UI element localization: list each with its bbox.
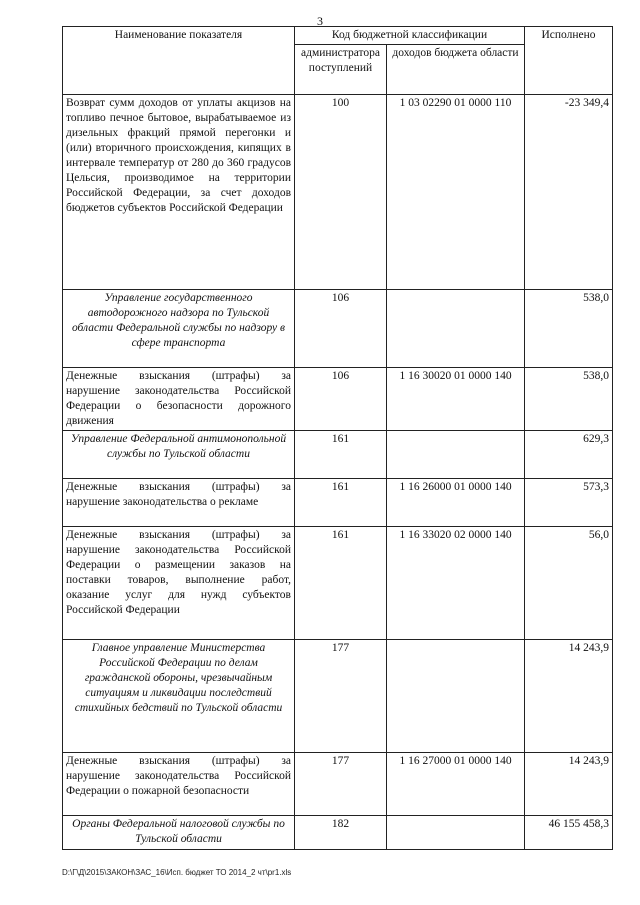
row-name: Денежные взыскания (штрафы) за нарушение законодательства о рекламе bbox=[63, 479, 295, 527]
row-amount: 46 155 458,3 bbox=[525, 816, 613, 850]
row-admin: 100 bbox=[295, 95, 387, 290]
table-row bbox=[63, 290, 613, 368]
header-code-group: Код бюджетной классификации bbox=[295, 27, 525, 45]
row-code bbox=[387, 290, 525, 368]
row-code bbox=[387, 640, 525, 753]
header-admin: администратора поступлений bbox=[295, 45, 387, 95]
budget-table bbox=[62, 26, 613, 850]
row-amount: 538,0 bbox=[525, 368, 613, 431]
row-amount: 56,0 bbox=[525, 527, 613, 640]
header-name: Наименование показателя bbox=[63, 27, 295, 95]
row-code: 1 03 02290 01 0000 110 bbox=[387, 95, 525, 290]
row-admin: 161 bbox=[295, 431, 387, 479]
table-row bbox=[63, 753, 613, 816]
row-code: 1 16 33020 02 0000 140 bbox=[387, 527, 525, 640]
row-code bbox=[387, 431, 525, 479]
row-amount: 629,3 bbox=[525, 431, 613, 479]
row-code: 1 16 26000 01 0000 140 bbox=[387, 479, 525, 527]
header-revenue: доходов бюджета области bbox=[387, 45, 525, 95]
row-amount: -23 349,4 bbox=[525, 95, 613, 290]
page-number: 3 bbox=[317, 14, 323, 28]
row-amount: 14 243,9 bbox=[525, 753, 613, 816]
row-admin: 161 bbox=[295, 479, 387, 527]
row-name: Возврат сумм доходов от уплаты акцизов на топливо печное бытовое, вырабатываемое из дизельных фракций прямой перегонки и (или) вторичного происхождения, кипящих в интервале температур от 280 до 360 градусов Цельсия, производимое на территории Российской Федерации, за счет доходов бюджетов субъектов Российской Федерации bbox=[63, 95, 295, 290]
row-code bbox=[387, 816, 525, 850]
row-admin: 182 bbox=[295, 816, 387, 850]
row-admin: 106 bbox=[295, 368, 387, 431]
row-admin: 177 bbox=[295, 640, 387, 753]
row-name: Денежные взыскания (штрафы) за нарушение законодательства Российской Федерации о размещении заказов на поставки товаров, выполнение работ, оказание услуг для нужд субъектов Российской Федерации bbox=[63, 527, 295, 640]
row-name: Главное управление Министерства Российской Федерации по делам гражданской обороны, чрезвычайным ситуациям и ликвидации последствий стихийных бедствий по Тульской области bbox=[63, 640, 295, 753]
row-name: Управление государственного автодорожного надзора по Тульской области Федеральной службы по надзору в сфере транспорта bbox=[63, 290, 295, 368]
row-amount: 573,3 bbox=[525, 479, 613, 527]
table-row bbox=[63, 640, 613, 753]
table-row bbox=[63, 527, 613, 640]
row-name: Органы Федеральной налоговой службы по Тульской области bbox=[63, 816, 295, 850]
table-row bbox=[63, 479, 613, 527]
row-name: Денежные взыскания (штрафы) за нарушение законодательства Российской Федерации о пожарной безопасности bbox=[63, 753, 295, 816]
file-path-footer: D:\Г\Д\2015\ЗАКОН\ЗАС_16\Исп. бюджет ТО 2014_2 чт\pr1.xls bbox=[62, 868, 292, 877]
table-row bbox=[63, 431, 613, 479]
header-executed: Исполнено bbox=[525, 27, 613, 95]
row-amount: 538,0 bbox=[525, 290, 613, 368]
row-name: Управление Федеральной антимонопольной службы по Тульской области bbox=[63, 431, 295, 479]
table-row bbox=[63, 95, 613, 290]
row-code: 1 16 30020 01 0000 140 bbox=[387, 368, 525, 431]
row-code: 1 16 27000 01 0000 140 bbox=[387, 753, 525, 816]
row-amount: 14 243,9 bbox=[525, 640, 613, 753]
table-row bbox=[63, 816, 613, 850]
row-admin: 161 bbox=[295, 527, 387, 640]
row-admin: 106 bbox=[295, 290, 387, 368]
row-name: Денежные взыскания (штрафы) за нарушение законодательства Российской Федерации о безопасности дорожного движения bbox=[63, 368, 295, 431]
row-admin: 177 bbox=[295, 753, 387, 816]
table-row bbox=[63, 368, 613, 431]
